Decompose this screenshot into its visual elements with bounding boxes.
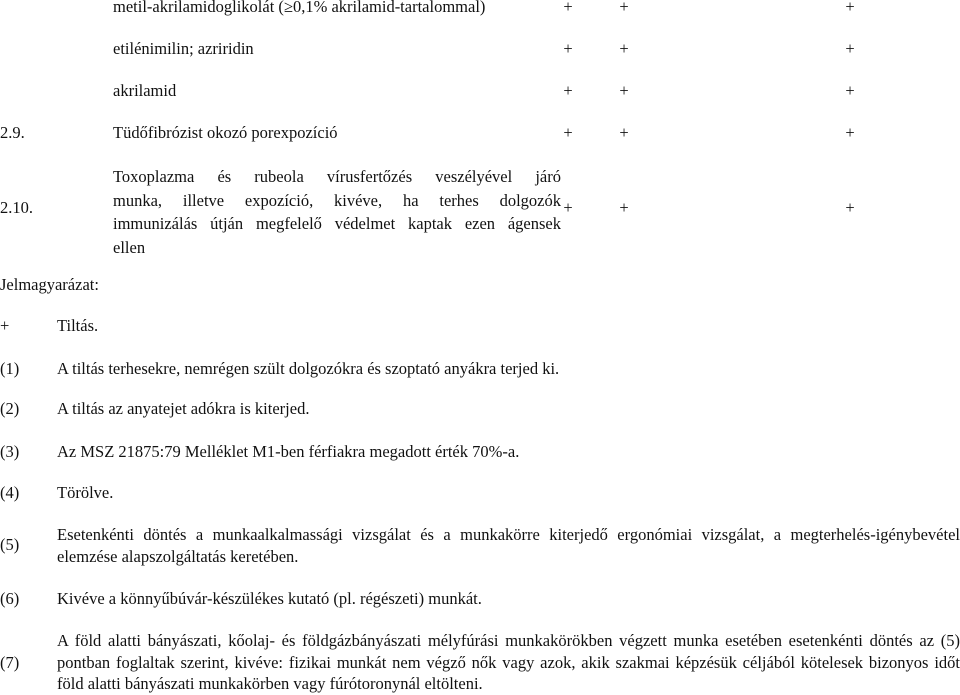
legend-key: (4)	[0, 483, 20, 502]
mark-plus: +	[619, 81, 629, 100]
legend-text: Esetenkénti döntés a munkaalkalmassági vizsgálat és a munkakörre kiterjedő ergonómiai vizsgálat, a megterhelés-igénybevétel elemzése alapszolgáltatás keretében.	[57, 525, 960, 566]
mark-plus: +	[563, 198, 573, 217]
legend-text: A tiltás terhesekre, nemrégen szült dolgozókra és szoptató anyákra terjed ki.	[57, 359, 560, 378]
mark-plus: +	[845, 0, 855, 16]
mark-plus: +	[619, 123, 629, 142]
legend-key: +	[0, 316, 10, 335]
legend-text: Törölve.	[57, 483, 114, 502]
mark-plus: +	[563, 81, 573, 100]
mark-plus: +	[619, 0, 629, 16]
row-text: akrilamid	[113, 81, 177, 100]
legend-text: Tiltás.	[57, 316, 99, 335]
row-text: metil-akrilamidoglikolát (≥0,1% akrilamid-tartalommal)	[113, 0, 486, 16]
row-text: Tüdőfibrózist okozó porexpozíció	[113, 123, 338, 142]
row-number: 2.9.	[0, 123, 25, 142]
legend-key: (5)	[0, 535, 20, 554]
mark-plus: +	[845, 81, 855, 100]
mark-plus: +	[845, 123, 855, 142]
row-text-line: Toxoplazma és rubeola vírusfertőzés veszélyével járó	[113, 167, 561, 186]
legend-key: (2)	[0, 399, 20, 418]
legend-key: (6)	[0, 589, 20, 608]
mark-plus: +	[845, 198, 855, 217]
legend-text: Az MSZ 21875:79 Melléklet M1-ben férfiakra megadott érték 70%-a.	[57, 442, 520, 461]
mark-plus: +	[845, 39, 855, 58]
row-text-line: munka, illetve expozíció, kivéve, ha terhes dolgozók	[113, 190, 561, 210]
row-text-line: immunizálás útján megfelelő védelmet kaptak ezen ágensek	[113, 214, 561, 233]
mark-plus: +	[619, 39, 629, 58]
row-number: 2.10.	[0, 198, 33, 217]
mark-plus: +	[619, 198, 629, 217]
legend-text: A föld alatti bányászati, kőolaj- és földgázbányászati mélyfúrási munkakörökben végzett munka esetében esetenkénti döntés az (5) pontban foglaltak szerint, kivéve: fizikai munkát nem végző nők vagy azok, akik szakmai képzésük céljából kötelesek bizonyos időt föld alatti bányászati munkakörben vagy fúrótoronynál eltölteni.	[57, 631, 960, 693]
row-text: etilénimilin; azriridin	[113, 39, 254, 58]
legend-text: Kivéve a könnyűbúvár-készülékes kutató (pl. régészeti) munkát.	[57, 589, 482, 608]
legend-key: (3)	[0, 442, 20, 461]
legend-key: (7)	[0, 653, 20, 672]
mark-plus: +	[563, 0, 573, 16]
legend-title: Jelmagyarázat:	[0, 275, 99, 294]
mark-plus: +	[563, 123, 573, 142]
row-text-line: ellen	[113, 237, 146, 257]
mark-plus: +	[563, 39, 573, 58]
legend-key: (1)	[0, 359, 20, 378]
row-text-block	[113, 165, 561, 259]
legend-text: A tiltás az anyatejet adókra is kiterjed.	[57, 399, 310, 418]
